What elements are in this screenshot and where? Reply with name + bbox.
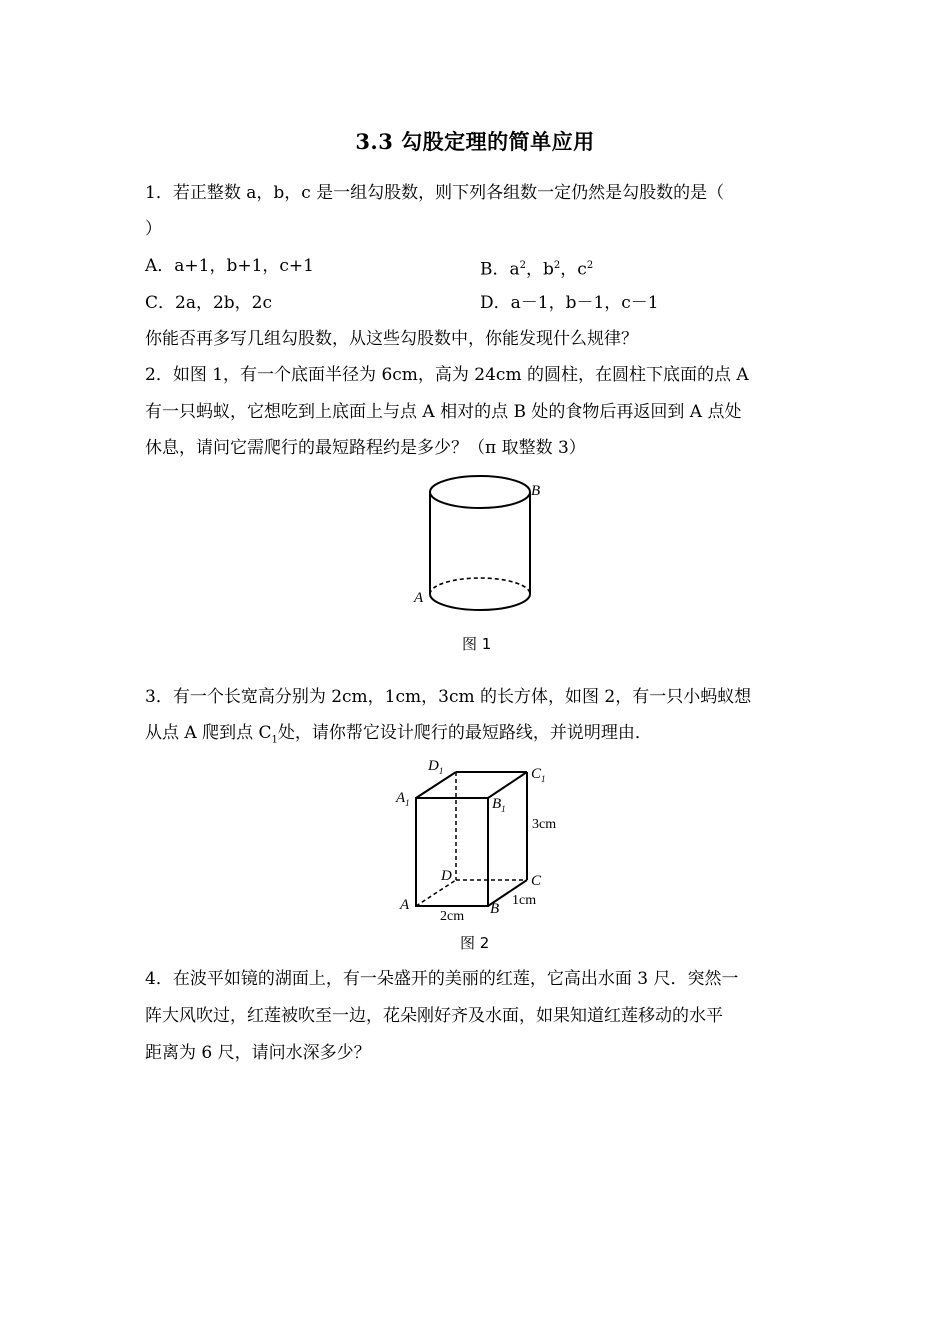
q2-line2: 有一只蚂蚁，它想吃到上底面上与点 A 相对的点 B 处的食物后再返回到 A 点处 [145,402,742,422]
q1-option-b: B．$a^2$，$b^2$，$c^2$ [480,259,594,280]
cuboid-figure [390,756,570,926]
label-a: A [400,897,410,913]
label-d: D [441,868,452,884]
figure-2-caption: 图 2 [460,934,490,952]
q1-stem-line1: 1．若正整数 a，b，c 是一组勾股数，则下列各组数一定仍然是勾股数的是（ [145,183,725,203]
q2-line3: 休息，请问它需爬行的最短路程约是多少？（π 取整数 3） [145,438,586,458]
q3-line2: 从点 A 爬到点 $C_1$处，请你帮它设计爬行的最短路线，并说明理由． [145,723,652,746]
q1-option-d: D．a－1，b－1，c－1 [480,293,659,313]
cylinder-bottom-back-arc [430,578,530,594]
label-c1: $C_1$ [531,766,546,784]
q4-line1: 4．在波平如镜的湖面上，有一朵盛开的美丽的红莲，它高出水面 3 尺．突然一 [145,969,739,989]
q1-followup: 你能否再多写几组勾股数，从这些勾股数中，你能发现什么规律？ [145,329,638,349]
cylinder-figure [410,468,550,623]
label-3cm: 3cm [532,817,557,832]
cylinder-top-ellipse [430,476,530,508]
label-b: B [490,901,500,917]
edge-b1-c1 [488,772,527,798]
label-c: C [531,873,542,889]
page-title: 3.3 勾股定理的简单应用 [355,129,595,154]
q3-line1: 3．有一个长宽高分别为 2cm，1cm，3cm 的长方体，如图 2，有一只小蚂蚁想 [145,687,752,707]
cylinder-bottom-front-arc [430,594,530,610]
label-d1: $D_1$ [428,758,444,776]
label-b1: $B_1$ [492,796,506,814]
edge-a1-d1 [416,772,456,798]
figure-1-caption: 图 1 [462,635,492,653]
q1-option-a: A．a+1，b+1，c+1 [145,256,314,276]
cylinder-label-b: B [531,483,541,499]
label-1cm: 1cm [512,893,537,908]
q4-line2: 阵大风吹过，红莲被吹至一边，花朵刚好齐及水面，如果知道红莲移动的水平 [145,1006,723,1026]
q1-option-c: C．2a，2b，2c [145,293,272,313]
cuboid-front-face [416,798,488,906]
q2-line1: 2．如图 1，有一个底面半径为 6cm，高为 24cm 的圆柱，在圆柱下底面的点 A [145,365,749,385]
q4-line3: 距离为 6 尺，请问水深多少？ [145,1043,371,1063]
q1-stem-line2: ） [145,219,162,239]
label-2cm: 2cm [440,909,465,924]
label-a1: $A_1$ [396,790,410,808]
cylinder-label-a: A [414,590,424,606]
